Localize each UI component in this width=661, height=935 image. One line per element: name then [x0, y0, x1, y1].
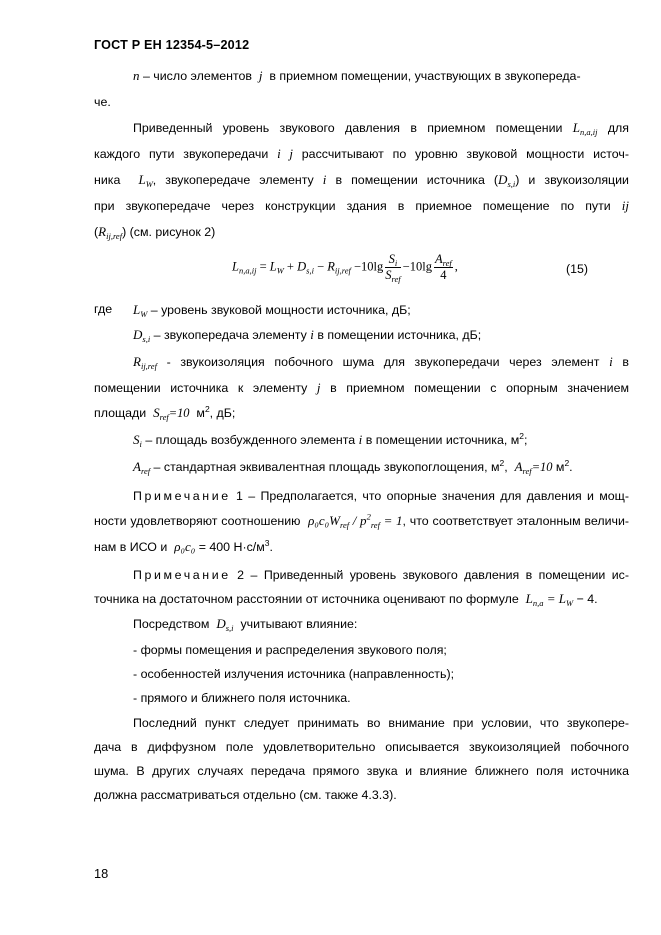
def-dsi: $D_{s,i}$ – звукопередача элементу i в помещении источника, дБ;: [133, 327, 482, 344]
para4-line3: шума. В других случаях передача прямого звука и влияние ближнего поля источника: [94, 764, 629, 778]
para2-line5: $(R_{ij,ref})$ (см. рисунок 2): [94, 224, 216, 241]
equation-number: (15): [566, 262, 589, 276]
para1-line2: че.: [94, 95, 111, 109]
def-aref: $A_{ref}$ – стандартная эквивалентная площадь звукопоглощения, $м^2$, $A_{ref}=10$ $м^2$.: [133, 457, 573, 476]
fraction-area-ratio: $\frac{S_i}{S_{ref}}$: [385, 252, 401, 284]
def-lw: $L_W$ – уровень звуковой мощности источника, дБ;: [133, 302, 411, 319]
note1-line2: ности удовлетворяют соотношению $\rho_0c_0W_{ref} / p^2_{ref} = 1$, что соответствует эталонным величи-: [94, 511, 630, 530]
def-si: $S_i$ – площадь возбужденного элемента i в помещении источника, $м^2$;: [133, 430, 528, 449]
formula-15: $L_{n,a,ij} = L_W + D_{s,i} - R_{ij,ref} -10\lg$ $\frac{S_i}{S_{ref}}$ −10lg $\frac{A_{ref}}{4}$ ,: [232, 252, 458, 284]
note1-line1: Примечание 1 – Предполагается, что опорные значения для давления и мощ-: [133, 489, 629, 503]
note2-line2: точника на достаточном расстоянии от источника оценивают по формуле $L_{n,a} = L_W - 4$.: [94, 591, 598, 608]
list-item: - формы помещения и распределения звукового поля;: [133, 643, 447, 657]
para3-line: Посредством $D_{s,i}$ учитывают влияние:: [133, 616, 358, 633]
def-rij-line3: площади $S_{ref}=10$ $м^2$, дБ;: [94, 403, 236, 422]
para2-line2: каждого пути звукопередачи i j рассчитывают по уровню звуковой мощности источ-: [94, 146, 629, 161]
para4-line1: Последний пункт следует принимать во внимание при условии, что звукопере-: [133, 716, 629, 730]
para2-line3: ника $L_W$, звукопередаче элементу i в помещении источника $(D_{s,i})$ и звукоизоляции: [94, 172, 629, 189]
para4-line4: должна рассматриваться отдельно (см. также 4.3.3).: [94, 788, 397, 802]
where-label: где: [94, 302, 113, 316]
note2-line1: Примечание 2 – Приведенный уровень звукового давления в помещении ис-: [133, 568, 629, 582]
def-rij-line1: $R_{ij,ref}$ - звукоизоляция побочного шума для звукопередачи через элемент i в: [133, 354, 629, 371]
para1-line1: n – число элементов j в приемном помещении, участвующих в звукопереда-: [133, 68, 581, 83]
para2-line4: при звукопередаче через конструкции здания в приемное помещение по пути ij: [94, 198, 629, 213]
note1-line3: нам в ИСО и ρ₀c₀ = 400 $Н\cdot с/м^3$.: [94, 537, 273, 554]
fraction-absorption: $\frac{A_{ref}}{4}$: [434, 252, 452, 282]
def-rij-line2: помещении источника к элементу j в приемном помещении с опорным значением: [94, 380, 629, 395]
list-item: - особенностей излучения источника (направленность);: [133, 667, 455, 681]
standard-designation: ГОСТ Р ЕН 12354-5–2012: [94, 38, 250, 52]
page-number: 18: [94, 866, 109, 881]
para4-line2: дача в диффузном поле удовлетворительно описывается звукоизоляцией побочного: [94, 740, 629, 754]
list-item: - прямого и ближнего поля источника.: [133, 691, 351, 705]
para2-line1: Приведенный уровень звукового давления в приемном помещении $L_{n,a,ij}$ для: [133, 120, 629, 137]
